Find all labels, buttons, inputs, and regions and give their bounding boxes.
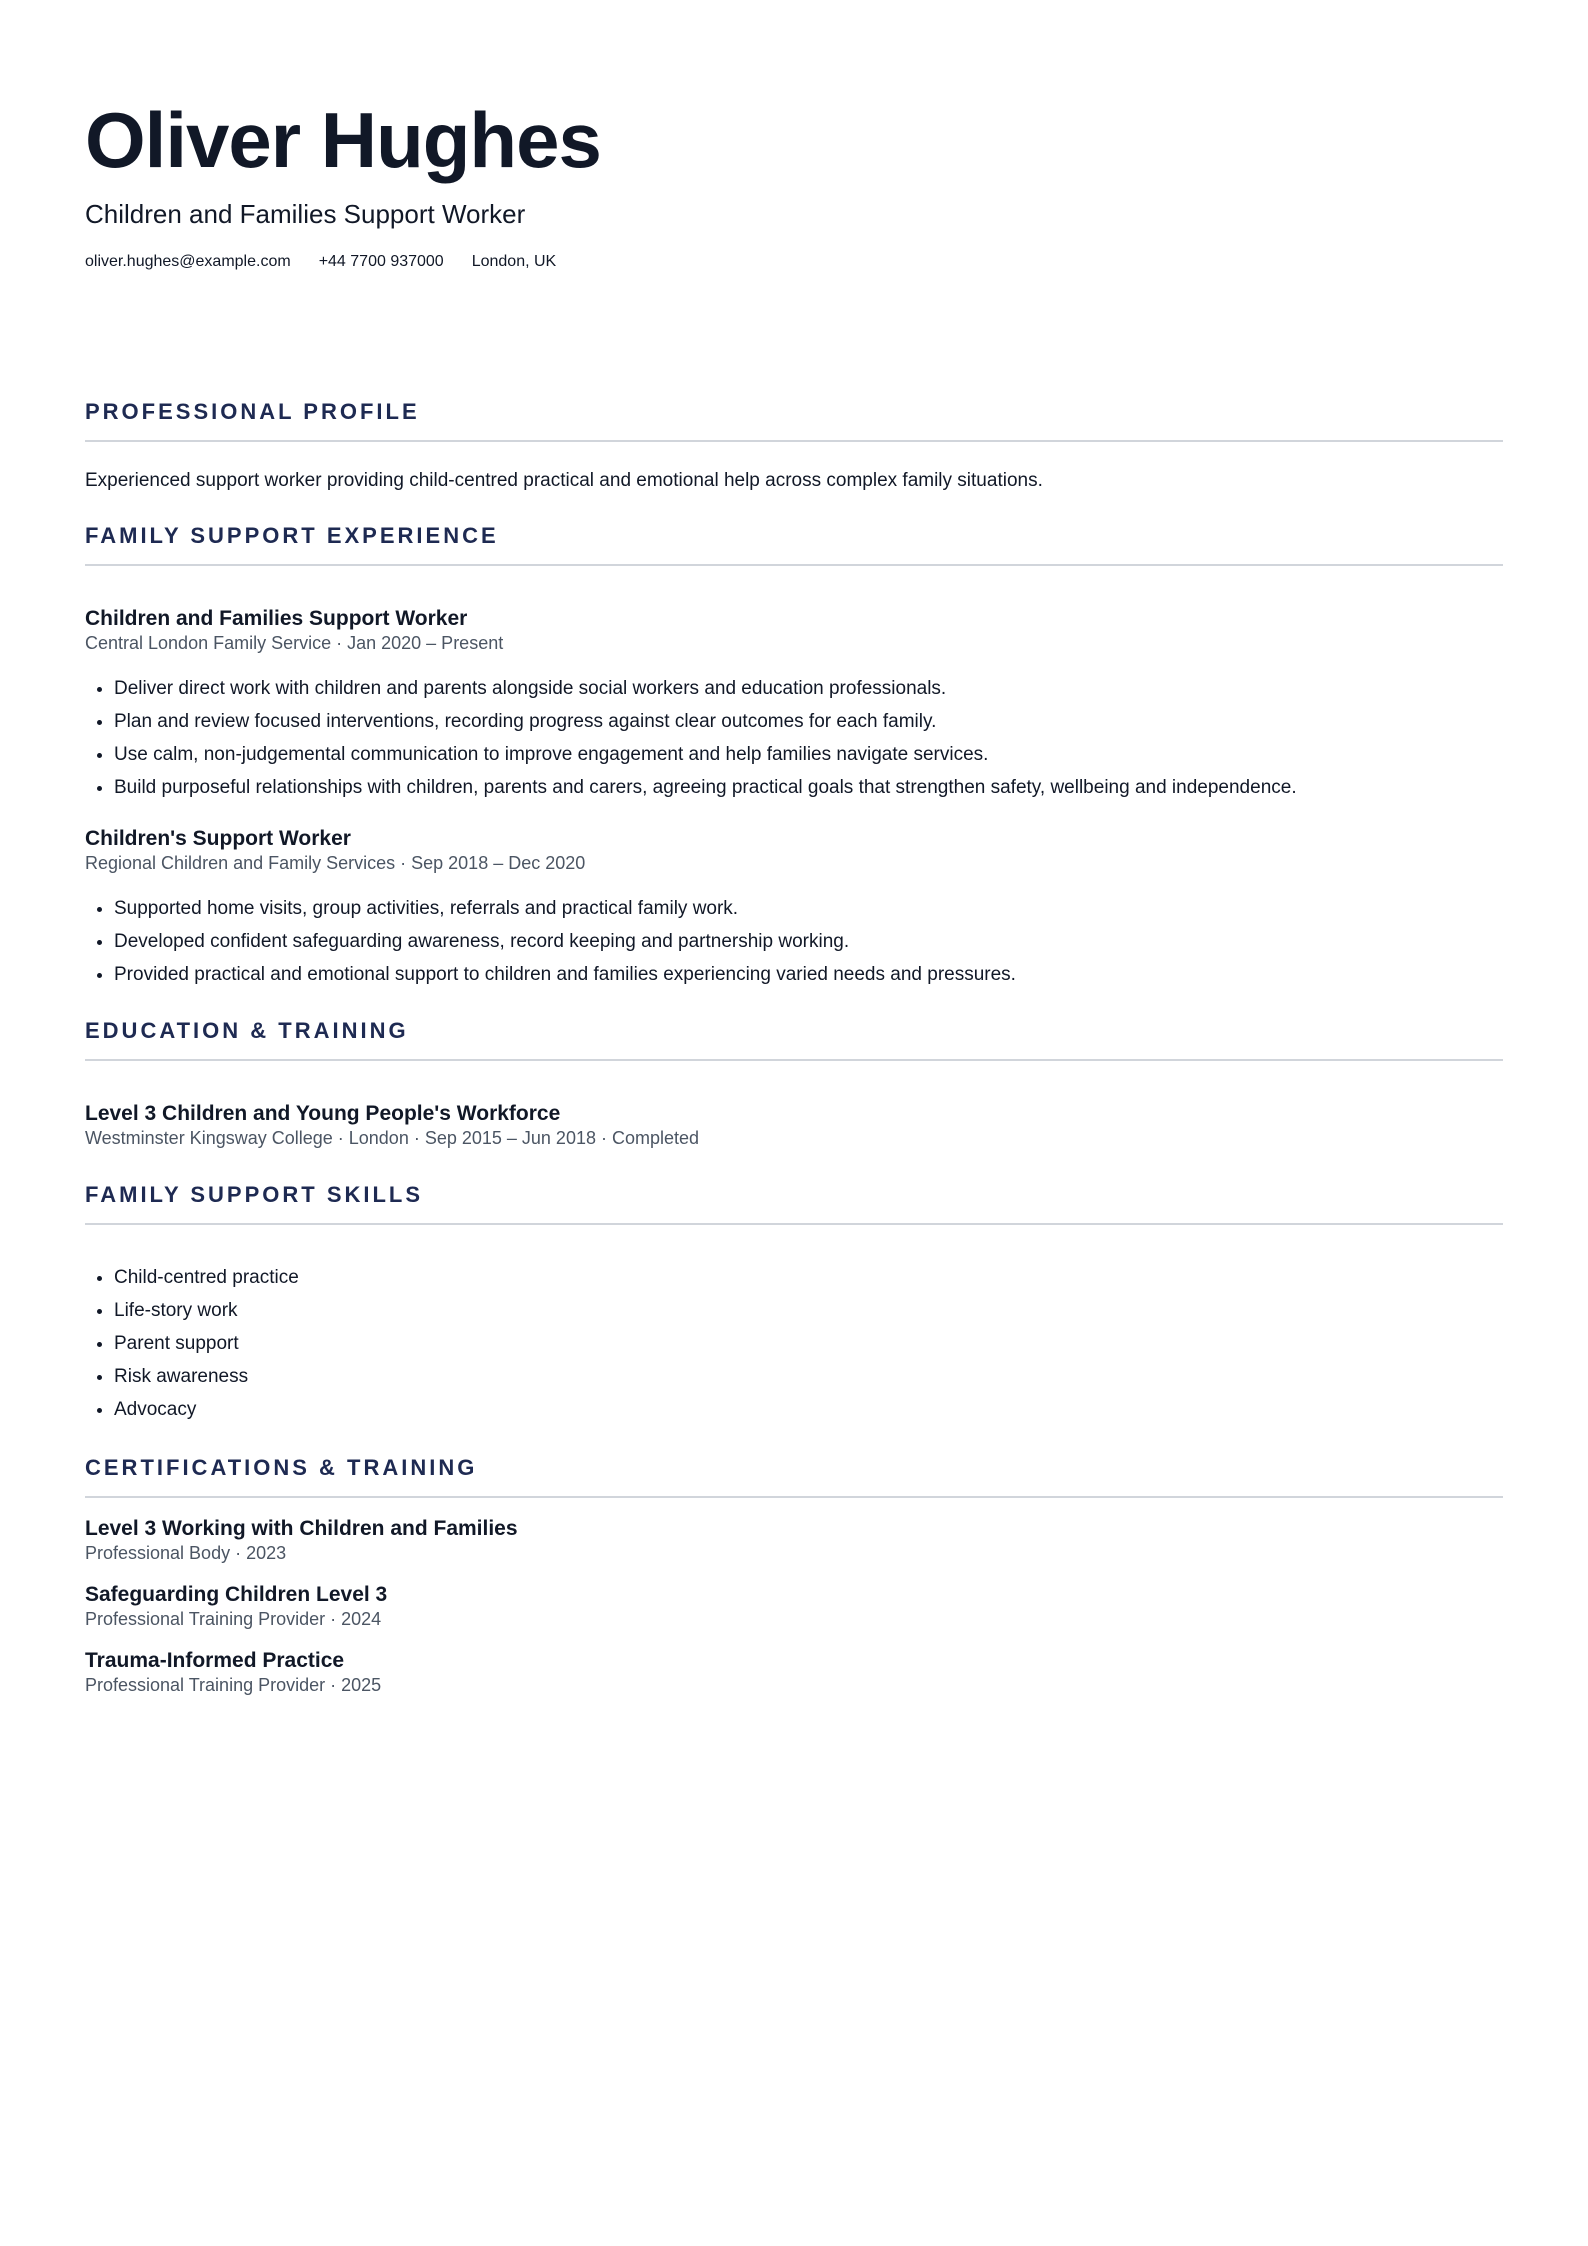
- contact-email[interactable]: oliver.hughes@example.com: [85, 253, 291, 270]
- skills-section: [85, 1181, 1503, 1426]
- job-bullet: • Supported home visits, group activities, referrals and practical family work.: [114, 892, 1503, 925]
- education-heading: EDUCATION & TRAINING: [85, 1017, 1503, 1061]
- job-bullet: • Deliver direct work with children and parents alongside social workers and education professionals.: [114, 672, 1503, 705]
- certification-entry: [85, 1516, 1503, 1564]
- skill-item: • Risk awareness: [114, 1360, 1503, 1393]
- contact-location: London, UK: [471, 253, 557, 270]
- certifications-heading: CERTIFICATIONS & TRAINING: [85, 1454, 1503, 1498]
- job-meta: Central London Family Service · Jan 2020 – Present: [85, 633, 504, 653]
- job-bullet: • Use calm, non-judgemental communication to improve engagement and help families navigate services.: [114, 738, 1503, 771]
- skill-item: • Parent support: [114, 1327, 1503, 1360]
- skill-item: • Child-centred practice: [114, 1261, 1503, 1294]
- skills-heading: FAMILY SUPPORT SKILLS: [85, 1181, 1503, 1225]
- profile-summary: Experienced support worker providing child-centred practical and emotional help across complex family situations.: [85, 470, 1043, 491]
- certification-title: Safeguarding Children Level 3: [85, 1583, 388, 1606]
- profile-heading: PROFESSIONAL PROFILE: [85, 398, 1503, 442]
- profile-section: [85, 398, 1503, 494]
- candidate-headline: Children and Families Support Worker: [85, 199, 526, 229]
- job-title: Children's Support Worker: [85, 827, 351, 850]
- certifications-section: [85, 1454, 1503, 1696]
- education-entry: [85, 1101, 1503, 1149]
- skill-item: • Life-story work: [114, 1294, 1503, 1327]
- certification-title: Trauma-Informed Practice: [85, 1649, 345, 1672]
- experience-section: [85, 522, 1503, 991]
- job-bullet: • Provided practical and emotional support to children and families experiencing varied needs and pressures.: [114, 958, 1503, 991]
- job-bullet: • Build purposeful relationships with children, parents and carers, agreeing practical goals that strengthen safety, wellbeing and independence.: [114, 771, 1503, 804]
- certification-title: Level 3 Working with Children and Families: [85, 1517, 518, 1540]
- job-meta: Regional Children and Family Services · Sep 2018 – Dec 2020: [85, 853, 586, 873]
- contact-phone[interactable]: +44 7700 937000: [318, 253, 444, 270]
- education-title: Level 3 Children and Young People's Workforce: [85, 1102, 561, 1125]
- job-title: Children and Families Support Worker: [85, 607, 468, 630]
- skills-list: [85, 1261, 1503, 1426]
- education-section: [85, 1017, 1503, 1149]
- experience-heading: FAMILY SUPPORT EXPERIENCE: [85, 522, 1503, 566]
- job-bullets: [85, 672, 1503, 804]
- job-bullet: • Plan and review focused interventions, recording progress against clear outcomes for each family.: [114, 705, 1503, 738]
- resume-header: [85, 96, 1503, 272]
- education-meta: Westminster Kingsway College · London · Sep 2015 – Jun 2018 · Completed: [85, 1128, 700, 1148]
- certification-meta: Professional Training Provider · 2025: [85, 1675, 382, 1695]
- certification-meta: Professional Training Provider · 2024: [85, 1609, 382, 1629]
- job-entry: [85, 826, 1503, 991]
- contact-line: [85, 252, 1503, 272]
- job-entry: [85, 606, 1503, 804]
- candidate-name: Oliver Hughes: [85, 96, 601, 184]
- certification-entry: [85, 1582, 1503, 1630]
- certification-meta: Professional Body · 2023: [85, 1543, 287, 1563]
- skill-item: • Advocacy: [114, 1393, 1503, 1426]
- certification-entry: [85, 1648, 1503, 1696]
- job-bullet: • Developed confident safeguarding awareness, record keeping and partnership working.: [114, 925, 1503, 958]
- job-bullets: [85, 892, 1503, 991]
